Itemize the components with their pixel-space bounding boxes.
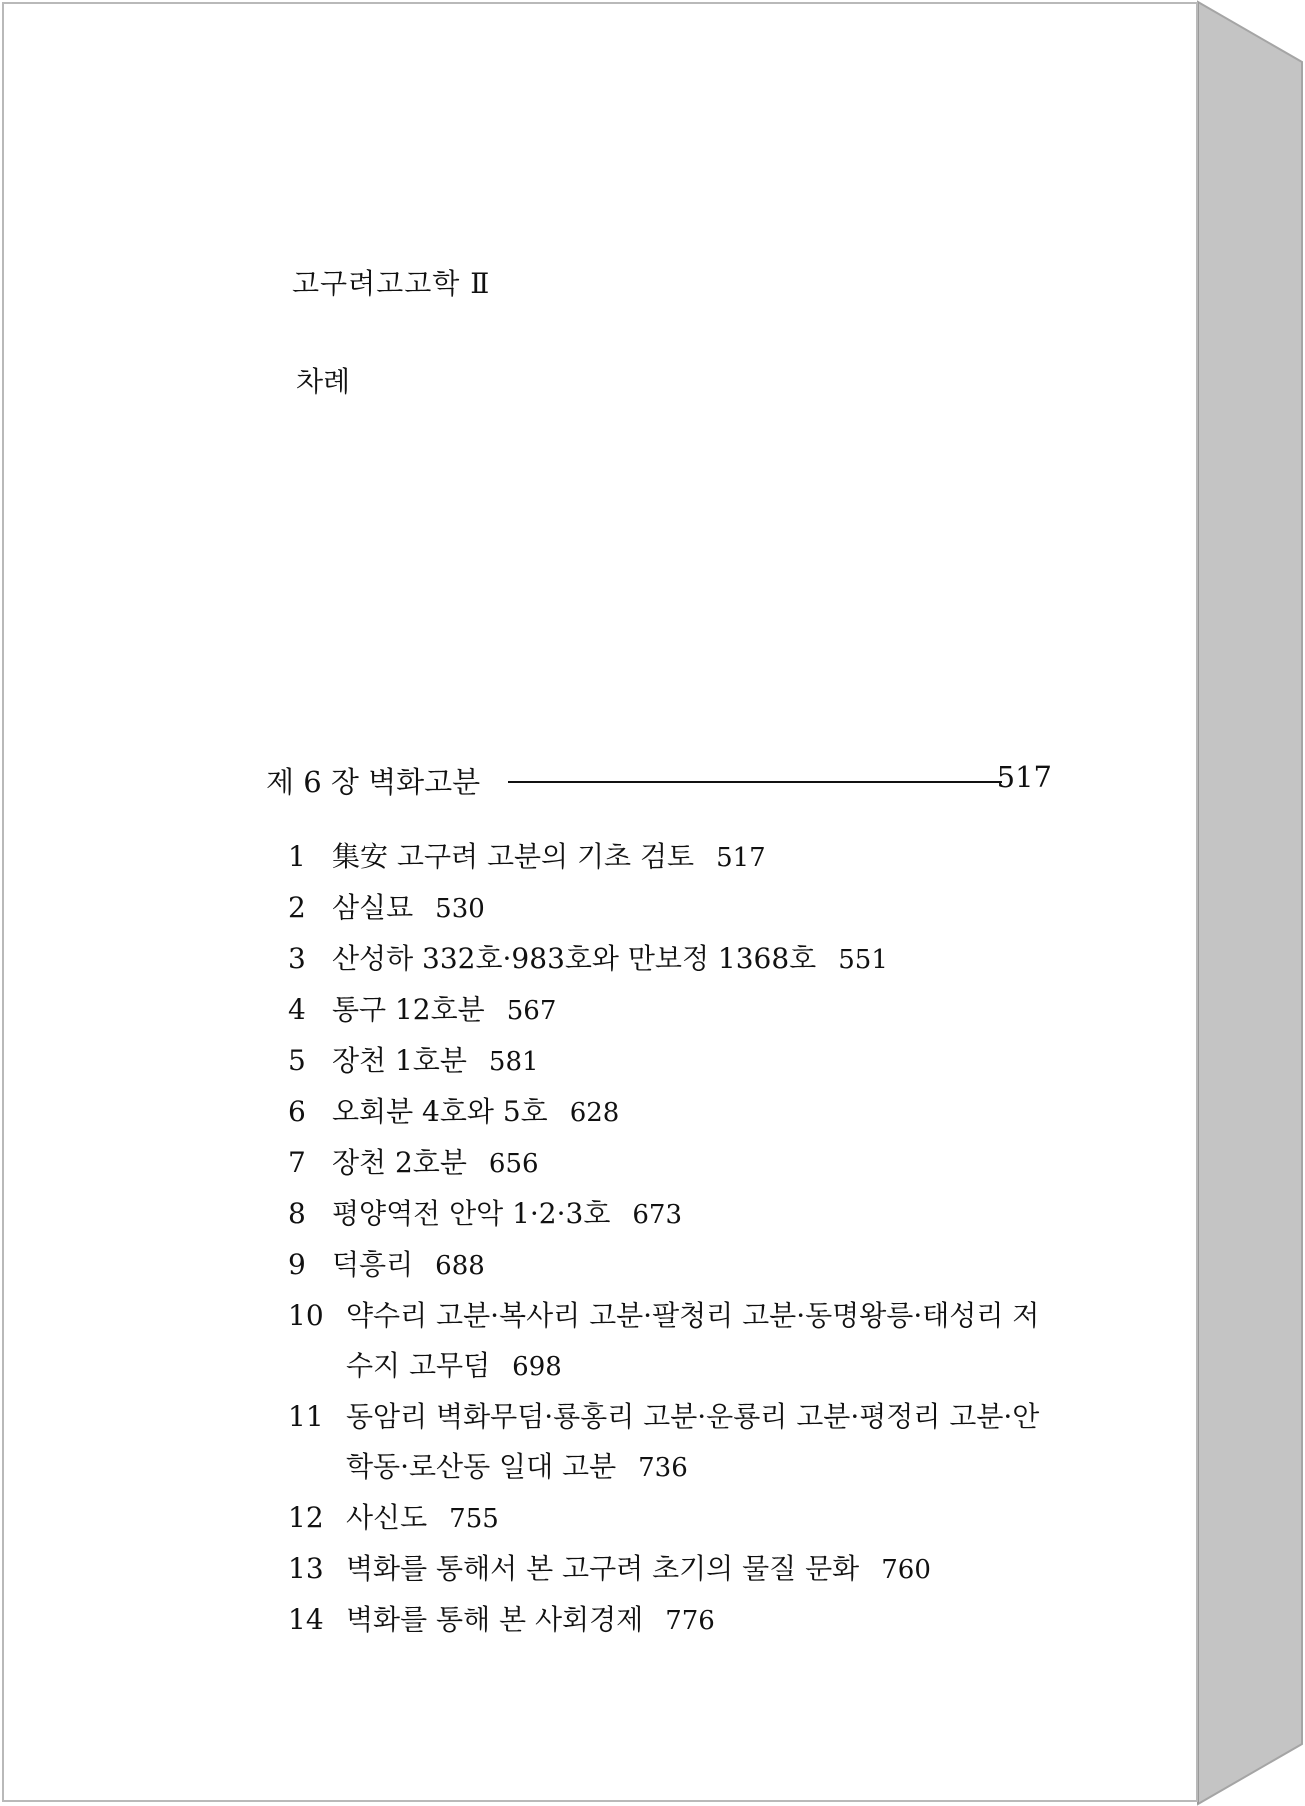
entry-title: 동암리 벽화무덤·룡홍리 고분·운룡리 고분·평정리 고분·안학동·로산동 일대 고분 [346, 1400, 1040, 1483]
entry-title: 평양역전 안악 1·2·3호 [332, 1197, 611, 1230]
toc-entry [288, 1087, 1058, 1138]
entry-title: 集安 고구려 고분의 기초 검토 [332, 840, 695, 873]
entry-title: 통구 12호분 [332, 993, 485, 1026]
entry-title: 약수리 고분·복사리 고분·팔청리 고분·동명왕릉·태성리 저수지 고무덤 [346, 1299, 1040, 1382]
toc-entry [288, 1392, 1058, 1493]
entry-page: 760 [881, 1555, 931, 1585]
entry-page: 551 [838, 945, 888, 975]
entry-number: 11 [288, 1400, 324, 1433]
chapter-heading [266, 760, 1052, 804]
entry-page: 755 [449, 1504, 499, 1534]
chapter-page-number: 517 [996, 760, 1052, 794]
toc-entry [288, 1493, 1058, 1544]
book-title: 고구려고고학 Ⅱ [292, 267, 491, 300]
entry-title: 장천 2호분 [332, 1146, 467, 1179]
toc-entry [288, 1240, 1058, 1291]
toc-entry [288, 1036, 1058, 1087]
entry-page: 517 [716, 843, 766, 873]
entry-page: 688 [435, 1251, 485, 1281]
toc-heading: 차례 [296, 365, 351, 398]
entry-number: 13 [288, 1552, 324, 1585]
toc-entry [288, 1138, 1058, 1189]
toc-entry [288, 832, 1058, 883]
entry-title: 삼실묘 [332, 891, 414, 924]
entry-number: 4 [288, 993, 306, 1026]
entry-page: 567 [506, 996, 557, 1026]
leader-rule [508, 781, 1002, 783]
entry-number: 7 [288, 1146, 306, 1179]
toc-entry [288, 1544, 1058, 1595]
entry-title: 벽화를 통해 본 사회경제 [346, 1603, 644, 1636]
entry-page: 628 [569, 1098, 620, 1128]
entry-number: 2 [288, 891, 306, 924]
toc-entry [288, 1595, 1058, 1646]
entry-title: 덕흥리 [332, 1248, 414, 1281]
entry-number: 1 [288, 840, 306, 873]
entry-title: 산성하 332호·983호와 만보정 1368호 [332, 942, 817, 975]
entry-number: 10 [288, 1299, 324, 1332]
spine-face [1198, 2, 1302, 1804]
entry-page: 656 [488, 1149, 539, 1179]
toc-entry [288, 1189, 1058, 1240]
toc-entry [288, 985, 1058, 1036]
chapter-label: 제 6 장 벽화고분 [266, 765, 481, 799]
toc-entry [288, 1291, 1058, 1392]
entry-page: 698 [512, 1352, 562, 1382]
toc-entry [288, 883, 1058, 934]
entry-title: 장천 1호분 [332, 1044, 467, 1077]
entry-number: 12 [288, 1501, 324, 1534]
entry-number: 14 [288, 1603, 324, 1636]
entry-page: 736 [638, 1453, 688, 1483]
entry-title: 사신도 [346, 1501, 428, 1534]
entry-number: 3 [288, 942, 306, 975]
entry-page: 776 [665, 1606, 715, 1636]
entry-number: 6 [288, 1095, 306, 1128]
toc-entry [288, 934, 1058, 985]
entry-page: 673 [632, 1200, 683, 1230]
entry-page: 581 [488, 1047, 539, 1077]
entry-title: 오회분 4호와 5호 [332, 1095, 548, 1128]
entry-number: 5 [288, 1044, 306, 1077]
toc-list [288, 832, 1058, 1646]
entry-number: 8 [288, 1197, 306, 1230]
entry-page: 530 [435, 894, 485, 924]
entry-title: 벽화를 통해서 본 고구려 초기의 물질 문화 [346, 1552, 860, 1585]
entry-number: 9 [288, 1248, 306, 1281]
